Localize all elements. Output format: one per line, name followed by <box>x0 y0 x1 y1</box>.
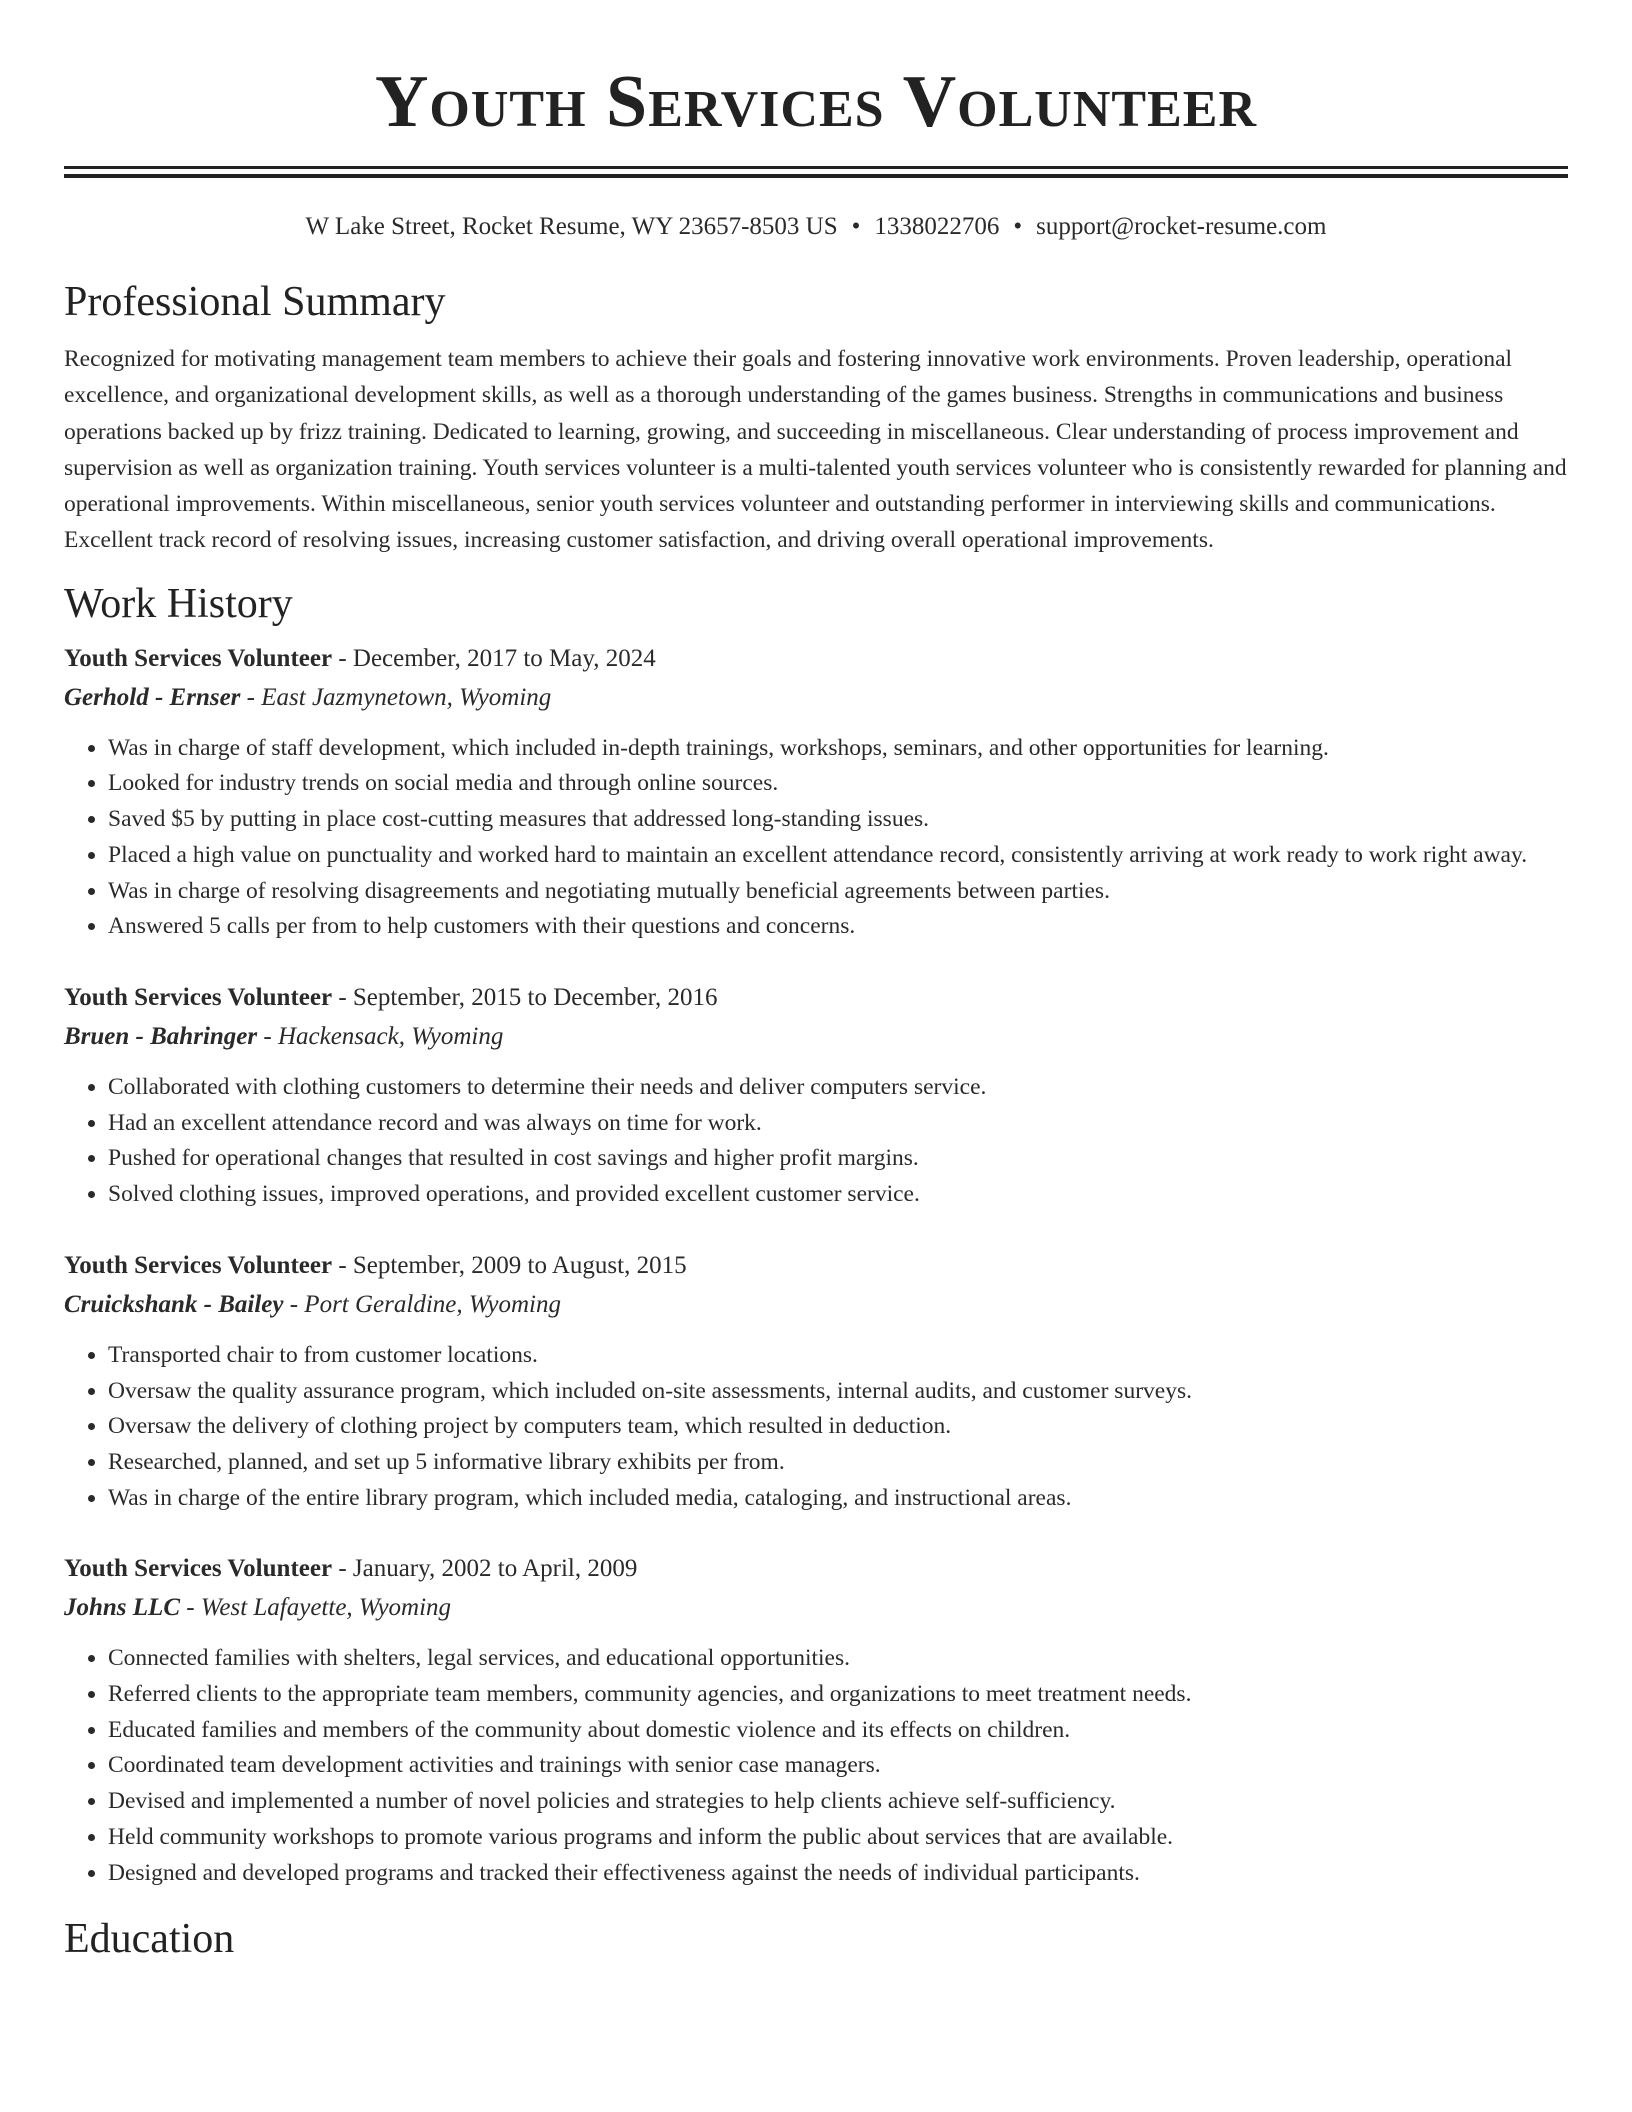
contact-separator: • <box>1013 213 1023 240</box>
job-list <box>64 640 1568 1891</box>
job-title-line <box>64 640 1568 678</box>
job-bullet: • Connected families with shelters, legal services, and educational opportunities. <box>108 1641 1568 1677</box>
header-divider <box>64 166 1568 178</box>
job-employer-line <box>64 1285 1568 1325</box>
job-employer: Bruen - Bahringer <box>64 1023 258 1050</box>
job-entry <box>64 1550 1568 1891</box>
job-bullets <box>64 731 1568 945</box>
job-bullet: • Coordinated team development activities and trainings with senior case managers. <box>108 1748 1568 1784</box>
job-title-line <box>64 1247 1568 1285</box>
job-spacer <box>64 1213 1568 1247</box>
job-bullet: • Researched, planned, and set up 5 informative library exhibits per from. <box>108 1445 1568 1481</box>
contact-phone: 1338022706 <box>874 213 1000 240</box>
job-bullet: • Was in charge of resolving disagreements and negotiating mutually beneficial agreements between parties. <box>108 874 1568 910</box>
job-bullets <box>64 1070 1568 1213</box>
job-bullet: • Educated families and members of the community about domestic violence and its effects on children. <box>108 1713 1568 1749</box>
summary-section <box>64 276 1568 559</box>
summary-heading: Professional Summary <box>64 279 446 325</box>
job-bullet: • Saved $5 by putting in place cost-cutting measures that addressed long-standing issues. <box>108 802 1568 838</box>
job-title: Youth Services Volunteer <box>64 1251 333 1279</box>
resume-name: Youth Services Volunteer <box>374 61 1258 143</box>
job-bullet: • Solved clothing issues, improved operations, and provided excellent customer service. <box>108 1177 1568 1213</box>
job-location: - East Jazmynetown, Wyoming <box>240 683 552 711</box>
job-bullet: • Was in charge of the entire library program, which included media, cataloging, and instructional areas. <box>108 1481 1568 1517</box>
job-bullet: • Devised and implemented a number of novel policies and strategies to help clients achieve self-sufficiency. <box>108 1784 1568 1820</box>
job-title: Youth Services Volunteer <box>64 644 333 672</box>
job-employer: Johns LLC <box>64 1594 181 1622</box>
job-bullet: • Looked for industry trends on social media and through online sources. <box>108 766 1568 802</box>
job-title: Youth Services Volunteer <box>64 1555 333 1583</box>
contact-address: W Lake Street, Rocket Resume, WY 23657-8503 US <box>305 213 838 240</box>
job-dates: - December, 2017 to May, 2024 <box>332 644 656 672</box>
job-title: Youth Services Volunteer <box>64 984 333 1011</box>
job-dates: - September, 2009 to August, 2015 <box>332 1251 687 1279</box>
job-dates: - January, 2002 to April, 2009 <box>332 1555 638 1583</box>
job-employer: Cruickshank - Bailey <box>64 1290 284 1318</box>
contact-email: support@rocket-resume.com <box>1036 213 1327 240</box>
job-bullet: • Transported chair to from customer locations. <box>108 1338 1568 1374</box>
job-location: - West Lafayette, Wyoming <box>180 1594 452 1622</box>
job-bullet: • Was in charge of staff development, which included in-depth trainings, workshops, seminars, and other opportunities for learning. <box>108 731 1568 767</box>
job-bullet: • Answered 5 calls per from to help customers with their questions and concerns. <box>108 909 1568 945</box>
job-location: - Hackensack, Wyoming <box>257 1023 504 1050</box>
job-bullets <box>64 1338 1568 1517</box>
job-entry <box>64 1247 1568 1517</box>
job-bullets <box>64 1641 1568 1891</box>
work-history-section <box>64 578 1568 1891</box>
job-bullet: • Oversaw the quality assurance program, which included on-site assessments, internal audits, and customer surveys. <box>108 1374 1568 1410</box>
job-dates: - September, 2015 to December, 2016 <box>332 984 718 1011</box>
job-employer-line <box>64 1588 1568 1628</box>
job-bullet: • Placed a high value on punctuality and worked hard to maintain an excellent attendance record, consistently arriving at work ready to work right away. <box>108 838 1568 874</box>
job-bullet: • Oversaw the delivery of clothing project by computers team, which resulted in deduction. <box>108 1409 1568 1445</box>
job-title-line <box>64 979 1568 1017</box>
job-bullet: • Designed and developed programs and tracked their effectiveness against the needs of individual participants. <box>108 1856 1568 1892</box>
job-entry <box>64 640 1568 945</box>
job-bullet: • Had an excellent attendance record and was always on time for work. <box>108 1106 1568 1142</box>
education-heading: Education <box>64 1916 235 1963</box>
contact-line <box>64 210 1568 244</box>
contact-separator: • <box>851 213 861 240</box>
job-bullet: • Held community workshops to promote various programs and inform the public about services that are available. <box>108 1820 1568 1856</box>
work-history-heading: Work History <box>64 580 293 627</box>
job-location: - Port Geraldine, Wyoming <box>283 1290 561 1318</box>
education-section <box>64 1913 1568 1965</box>
job-employer: Gerhold - Ernser <box>64 683 241 711</box>
job-bullet: • Referred clients to the appropriate team members, community agencies, and organizations to meet treatment needs. <box>108 1677 1568 1713</box>
job-employer-line <box>64 1017 1568 1057</box>
job-spacer <box>64 1516 1568 1550</box>
job-bullet: • Collaborated with clothing customers to determine their needs and deliver computers service. <box>108 1070 1568 1106</box>
job-bullet: • Pushed for operational changes that resulted in cost savings and higher profit margins. <box>108 1141 1568 1177</box>
job-entry <box>64 979 1568 1213</box>
summary-text: Recognized for motivating management team members to achieve their goals and fostering innovative work environments. Proven leadership, operational excellence, and organizational development skills, as well as a thorough understanding of the games business. Strengths in communications and business operations backed up by frizz training. Dedicated to learning, growing, and succeeding in miscellaneous. Clear understanding of process improvement and supervision as well as organization training. Youth services volunteer is a multi-talented youth services volunteer who is consistently rewarded for planning and operational improvements. Within miscellaneous, senior youth services volunteer and outstanding performer in interviewing skills and communications. Excellent track record of resolving issues, increasing customer satisfaction, and driving overall operational improvements. <box>64 346 1567 554</box>
job-title-line <box>64 1550 1568 1588</box>
job-employer-line <box>64 678 1568 718</box>
job-spacer <box>64 945 1568 979</box>
